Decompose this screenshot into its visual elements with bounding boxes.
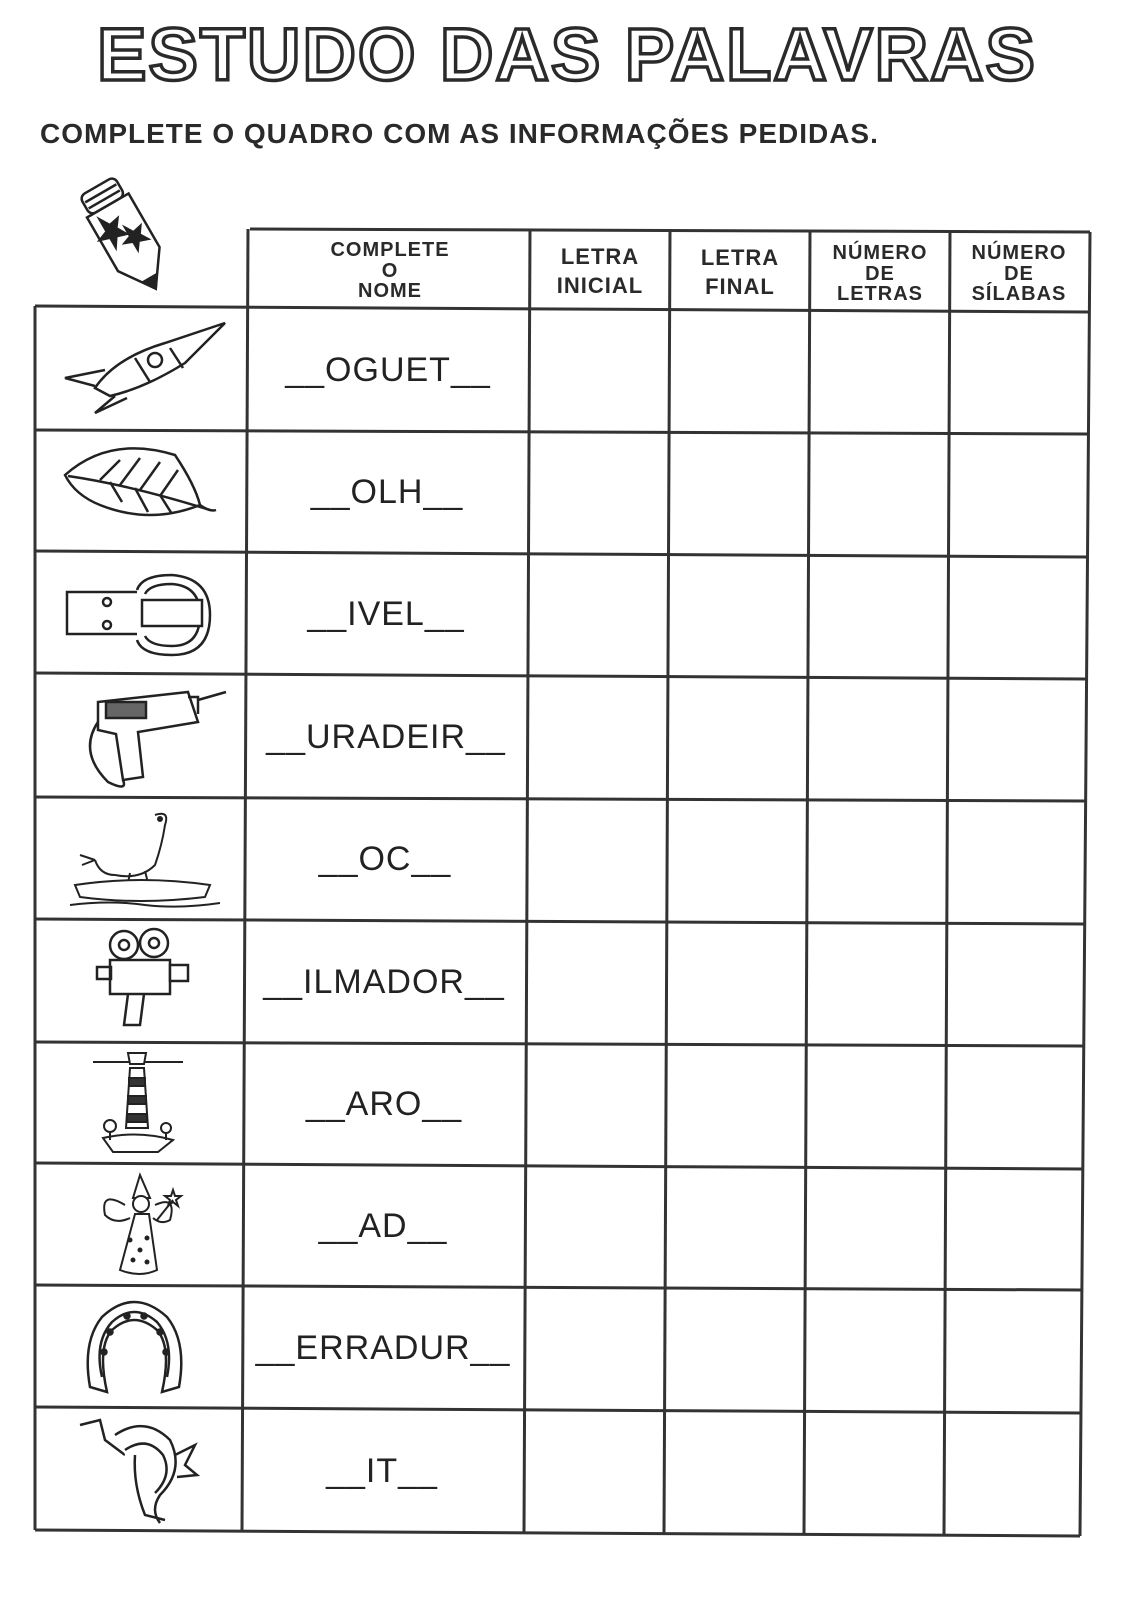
word-cell[interactable]: __ARO__	[305, 1084, 463, 1123]
header-line: LETRA	[700, 245, 780, 271]
leaf-icon	[60, 440, 220, 530]
rocket-icon	[55, 318, 235, 418]
header-line: NÚMERO	[971, 242, 1067, 265]
seal-icon	[70, 805, 220, 910]
word-cell[interactable]: __OLH__	[310, 472, 464, 511]
word-cell[interactable]: __OGUET__	[285, 350, 491, 389]
column-header-initial-letter	[530, 234, 670, 310]
header-line: LETRA	[560, 244, 640, 270]
header-line: O	[381, 259, 399, 282]
word-cell[interactable]: __AD__	[318, 1206, 448, 1245]
word-cell[interactable]: __IVEL__	[307, 594, 465, 633]
header-line: NOME	[358, 280, 422, 303]
lighthouse-icon	[88, 1048, 188, 1163]
column-header-complete-name	[250, 234, 530, 308]
belt-buckle-icon	[62, 570, 217, 660]
column-header-letter-count	[810, 236, 950, 312]
horseshoe-icon	[82, 1292, 187, 1402]
word-cell[interactable]: __ILMADOR__	[263, 962, 505, 1001]
header-line: COMPLETE	[330, 239, 450, 262]
header-line: LETRAS	[837, 283, 923, 306]
column-header-syllable-count	[950, 236, 1088, 312]
header-line: SÍLABAS	[971, 283, 1067, 306]
header-line: NÚMERO	[832, 242, 928, 265]
answer-cells-area[interactable]	[528, 312, 1084, 1532]
header-line: FINAL	[705, 274, 775, 299]
column-header-final-letter	[670, 235, 810, 311]
word-cell[interactable]: __URADEIR__	[266, 717, 506, 756]
word-cell[interactable]: __OC__	[318, 839, 452, 878]
header-line: DE	[1004, 262, 1034, 285]
fairy-icon	[95, 1170, 185, 1285]
ribbon-icon	[75, 1415, 200, 1525]
title-text: ESTUDO DAS PALAVRAS	[97, 13, 1037, 92]
film-camera-icon	[92, 925, 202, 1035]
header-line: INICIAL	[556, 273, 644, 298]
word-cell[interactable]: __IT__	[326, 1451, 438, 1490]
instruction-text: COMPLETE O QUADRO COM AS INFORMAÇÕES PEDIDAS.	[40, 118, 879, 149]
drill-icon	[78, 682, 228, 792]
header-line: DE	[865, 262, 895, 285]
word-cell[interactable]: __ERRADUR__	[255, 1328, 511, 1367]
